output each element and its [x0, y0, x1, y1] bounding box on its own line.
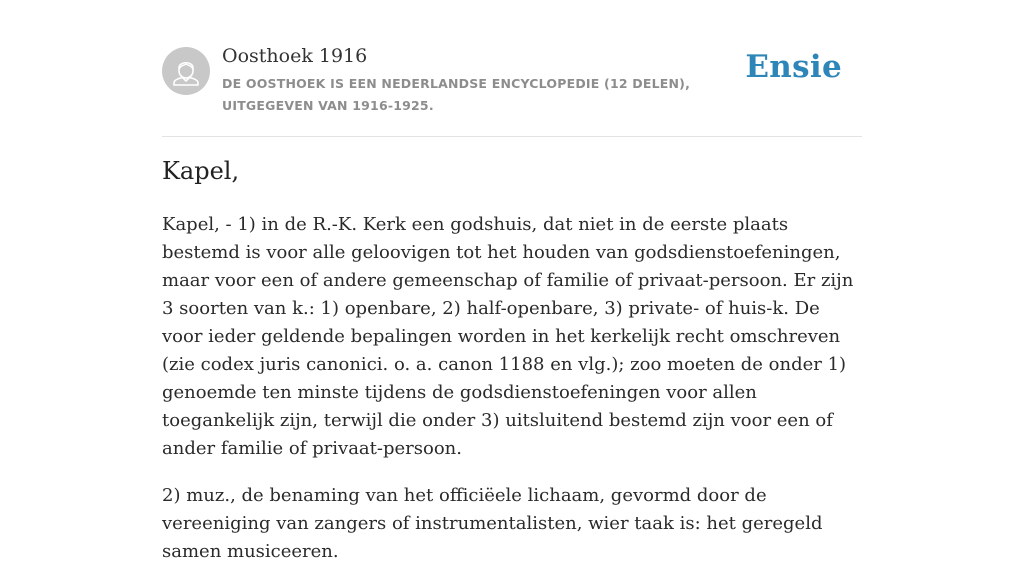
brand-logo[interactable]: Ensie [745, 49, 842, 85]
source-header [162, 0, 862, 137]
source-description: DE OOSTHOEK IS EEN NEDERLANDSE ENCYCLOPEDIE (12 DELEN), UITGEGEVEN VAN 1916-1925. [222, 76, 691, 113]
user-icon[interactable] [162, 47, 210, 95]
entry-body [162, 211, 862, 585]
source-name[interactable]: Oosthoek 1916 [222, 45, 368, 67]
entry-title: Kapel, [162, 157, 240, 185]
page-content [162, 0, 862, 562]
entry-paragraph: 2) muz., de benaming van het officiëele lichaam, gevormd door de vereeniging van zangers of instrumentalisten, wier taak is: het geregeld samen musiceeren. [162, 485, 823, 562]
entry-paragraph: Kapel, - 1) in de R.-K. Kerk een godshuis, dat niet in de eerste plaats bestemd is voor alle geloovigen tot het houden van godsdienstoefeningen, maar voor een of andere gemeenschap of familie of privaat-persoon. Er zijn 3 soorten van k.: 1) openbare, 2) half-openbare, 3) private- of huis-k. De voor ieder geldende bepalingen worden in het kerkelijk recht omschreven (zie codex juris canonici. o. a. canon 1188 en vlg.); zoo moeten de onder 1) genoemde ten minste tijdens de godsdienstoefeningen voor allen toegankelijk zijn, terwijl die onder 3) uitsluitend bestemd zijn voor een of ander familie of privaat-persoon. [162, 214, 854, 459]
